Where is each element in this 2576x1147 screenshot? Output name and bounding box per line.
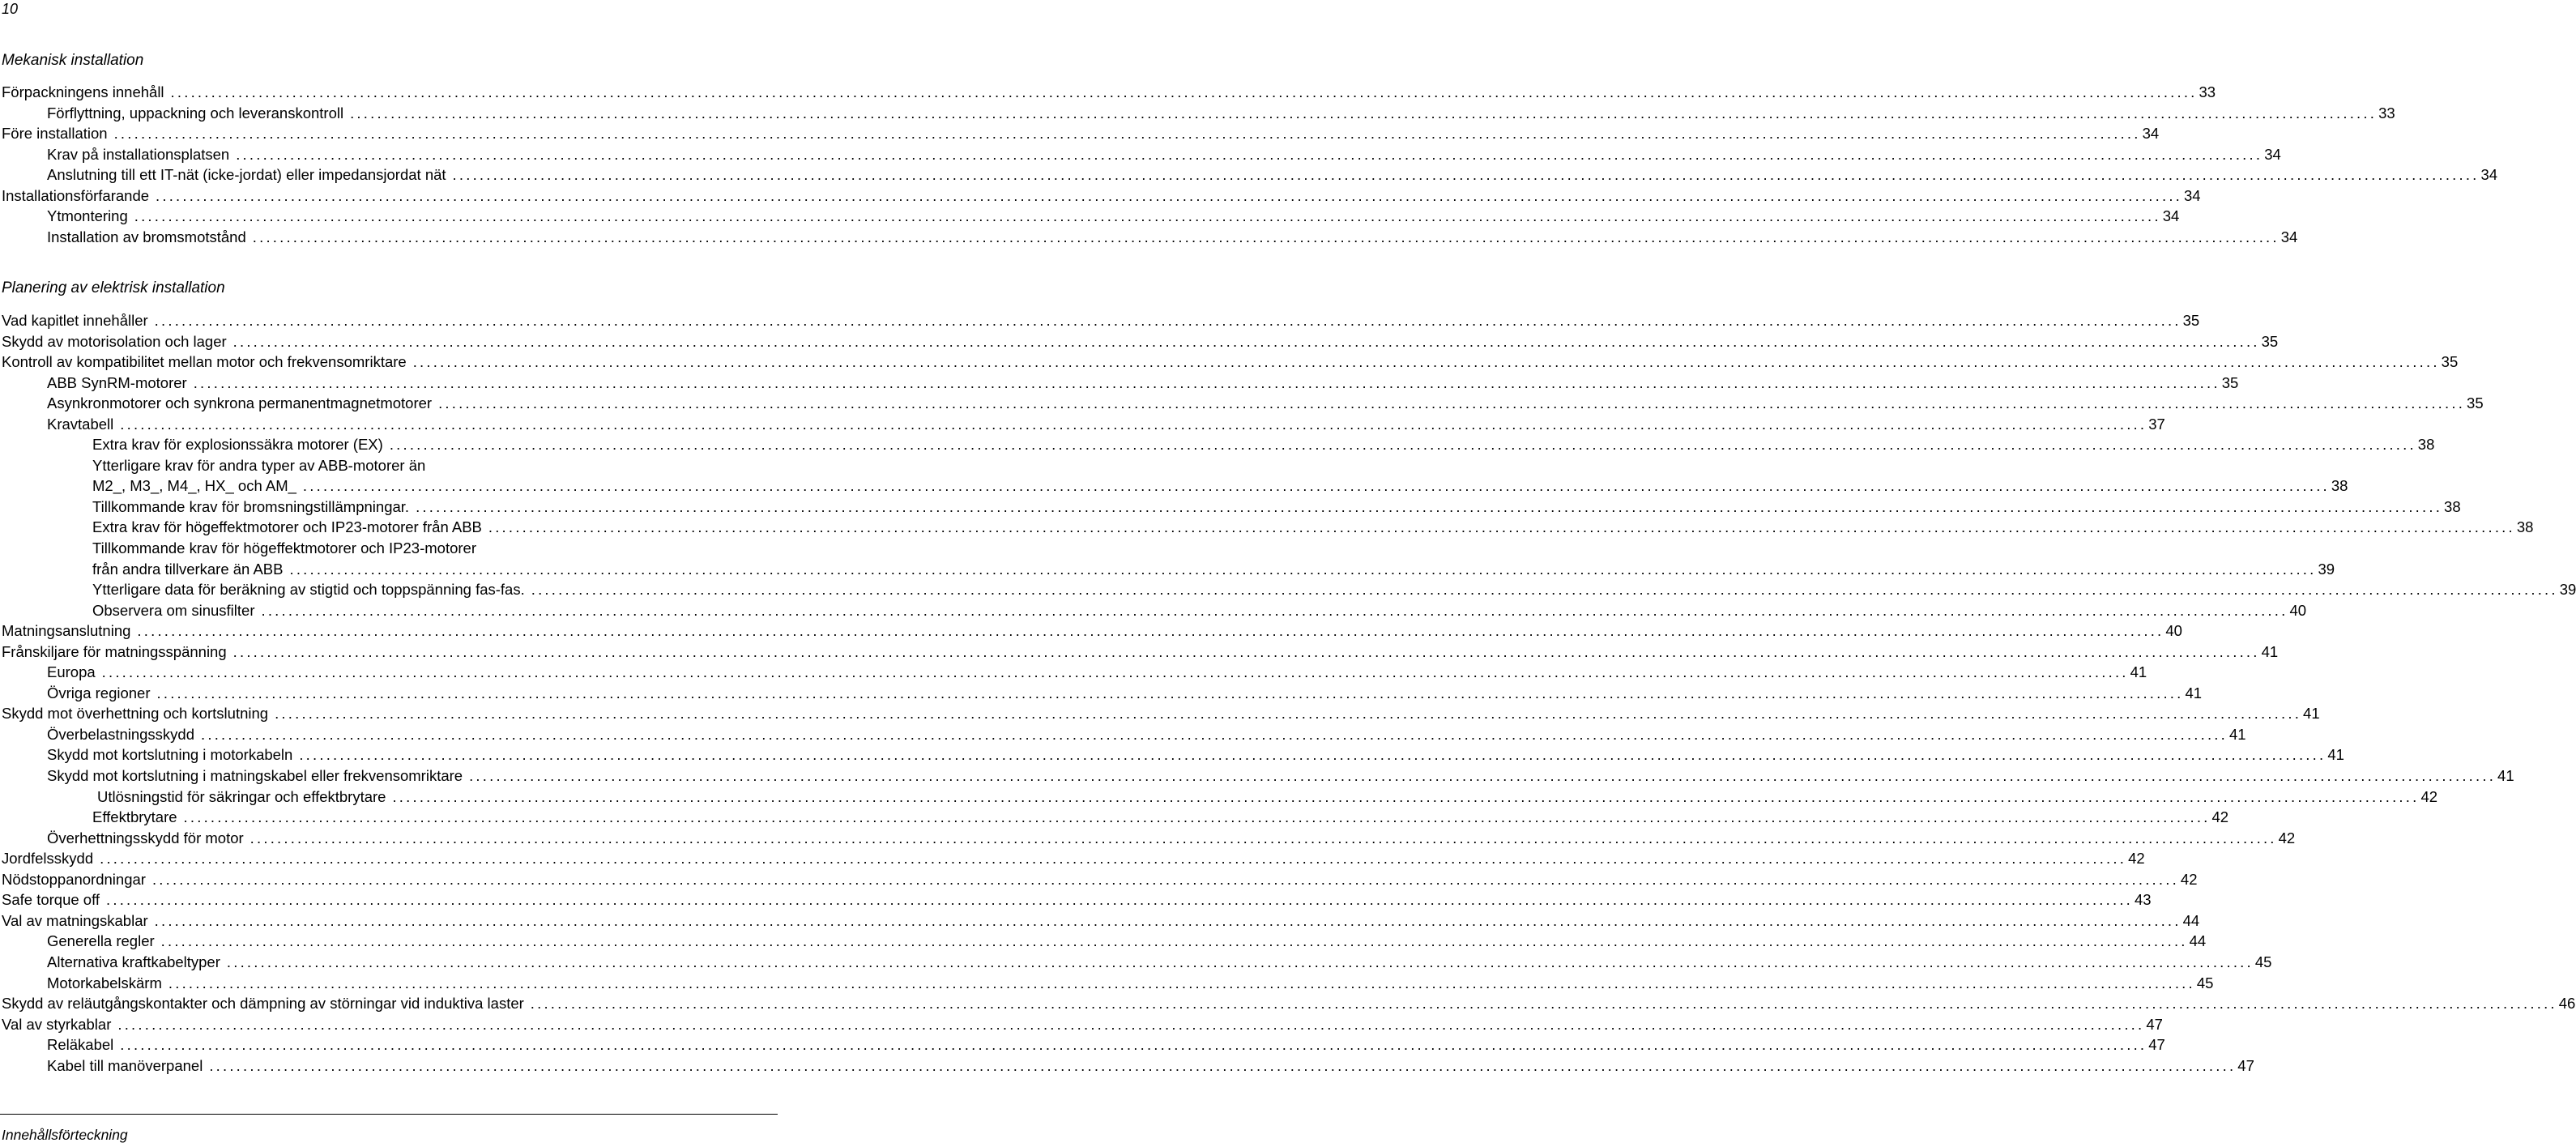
toc-entry-page: 47 (2146, 1015, 2163, 1033)
page-number: 10 (2, 1, 19, 17)
toc-entry-page: 43 (2135, 891, 2152, 909)
toc-entry[interactable] (0, 642, 2279, 663)
toc-entry[interactable] (0, 414, 2165, 435)
toc-entry[interactable] (0, 373, 2239, 394)
toc-entry[interactable] (0, 744, 2344, 765)
toc-entry-title: Utlösningstid för säkringar och effektbrytare (97, 787, 386, 805)
toc-entry-title: Reläkabel (47, 1036, 114, 1054)
toc-entry[interactable] (0, 993, 2576, 1014)
toc-entry-title: Tillkommande krav för bromsningstillämpningar. (92, 497, 410, 515)
toc-entry[interactable] (0, 103, 2395, 124)
toc-entry-title: Ytterligare data för beräkning av stigtid och toppspänning fas-fas. (92, 581, 525, 599)
toc-entry[interactable] (0, 475, 2348, 497)
dot-leader: ............................................................................................................................................................................................................................................................................................................ (389, 436, 2416, 454)
toc-entry-title: Val av matningskablar (2, 911, 148, 929)
toc-entry[interactable] (0, 807, 2229, 828)
dot-leader: ............................................................................................................................................................................................................................................................................................................ (193, 373, 2220, 391)
toc-entry-title: Skydd av reläutgångskontakter och dämpning av störningar vid induktiva laster (2, 995, 524, 1013)
toc-entry-title: Extra krav för högeffektmotorer och IP23-motorer från ABB (92, 518, 482, 536)
section-heading-planering-av-elektrisk-installation: Planering av elektrisk installation (2, 279, 225, 296)
toc-entry-title: Överhettningsskydd för motor (47, 829, 244, 846)
dot-leader: ............................................................................................................................................................................................................................................................................................................ (160, 932, 2188, 950)
toc-list-mekanisk-installation (0, 82, 2498, 247)
toc-entry-title: Kontroll av kompatibilitet mellan motor och frekvensomriktare (2, 353, 407, 371)
dot-leader: ............................................................................................................................................................................................................................................................................................................ (100, 850, 2127, 868)
toc-entry-page: 39 (2559, 581, 2576, 599)
toc-entry[interactable] (0, 952, 2272, 973)
dot-leader: ............................................................................................................................................................................................................................................................................................................ (134, 207, 2161, 225)
toc-entry-page: 47 (2148, 1036, 2165, 1054)
toc-entry-title: Kravtabell (47, 415, 114, 433)
toc-entry-page: 45 (2254, 953, 2272, 970)
toc-entry[interactable] (0, 620, 2182, 642)
toc-entry-page: 38 (2516, 518, 2534, 536)
toc-entry-page: 34 (2280, 228, 2298, 245)
toc-entry-page: 35 (2261, 332, 2279, 350)
toc-entry-page: 42 (2180, 870, 2198, 888)
toc-entry-title: Generella regler (47, 932, 155, 950)
dot-leader: ............................................................................................................................................................................................................................................................................................................ (452, 166, 2480, 184)
dot-leader: ............................................................................................................................................................................................................................................................................................................ (412, 353, 2440, 371)
toc-entry[interactable] (0, 352, 2459, 373)
toc-entry[interactable] (0, 517, 2534, 538)
toc-entry[interactable] (0, 662, 2147, 683)
toc-entry-title: Installation av bromsmotstånd (47, 228, 246, 245)
dot-leader: ............................................................................................................................................................................................................................................................................................................ (209, 1056, 2237, 1074)
dot-leader: ............................................................................................................................................................................................................................................................................................................ (154, 911, 2181, 929)
toc-entry[interactable] (0, 869, 2198, 890)
toc-entry-title: Överbelastningsskydd (47, 725, 195, 743)
toc-entry-title: Jordfelsskydd (2, 850, 94, 868)
toc-entry[interactable] (0, 82, 2216, 103)
toc-entry[interactable] (0, 973, 2214, 994)
toc-entry-title: Observera om sinusfilter (92, 601, 255, 619)
toc-entry-title: Effektbrytare (92, 808, 177, 826)
toc-entry[interactable] (0, 1014, 2163, 1035)
toc-entry[interactable] (0, 910, 2200, 932)
toc-entry[interactable] (0, 164, 2498, 185)
toc-entry-title: Ytmontering (47, 207, 128, 225)
toc-entry-title: Safe torque off (2, 891, 100, 909)
toc-entry-page: 34 (2480, 166, 2498, 184)
toc-entry-page: 41 (2303, 705, 2320, 723)
toc-entry-title: Matningsanslutning (2, 622, 131, 640)
toc-entry-page: 41 (2228, 725, 2246, 743)
toc-entry[interactable] (0, 331, 2279, 352)
toc-entry-title: Före installation (2, 125, 108, 143)
toc-entry-page: 37 (2148, 415, 2165, 433)
toc-entry-page: 41 (2130, 663, 2147, 681)
toc-entry-page: 38 (2444, 497, 2461, 515)
toc-entry[interactable] (0, 828, 2296, 849)
toc-entry-page: 45 (2196, 974, 2214, 991)
toc-entry-page: 34 (2264, 145, 2281, 163)
toc-entry-page: 34 (2142, 125, 2160, 143)
toc-entry-page: 41 (2327, 746, 2344, 764)
toc-entry-title: Vad kapitlet innehåller (2, 312, 148, 329)
toc-entry[interactable] (0, 600, 2307, 621)
toc-entry[interactable] (0, 787, 2438, 808)
dot-leader: ............................................................................................................................................................................................................................................................................................................ (350, 104, 2378, 122)
dot-leader: ............................................................................................................................................................................................................................................................................................................ (530, 995, 2557, 1013)
toc-entry-title: Anslutning till ett IT-nät (icke-jordat) eller impedansjordat nät (47, 166, 446, 184)
toc-entry-title: Skydd mot kortslutning i motorkabeln (47, 746, 293, 764)
dot-leader: ............................................................................................................................................................................................................................................................................................................ (531, 581, 2558, 599)
toc-entry-page: 34 (2184, 186, 2201, 204)
toc-entry[interactable] (0, 724, 2246, 745)
toc-entry-page: 35 (2467, 394, 2484, 412)
dot-leader: ............................................................................................................................................................................................................................................................................................................ (106, 891, 2133, 909)
toc-entry-page: 35 (2441, 353, 2459, 371)
toc-list-planering-av-elektrisk-installation (0, 310, 2576, 1076)
dot-leader: ............................................................................................................................................................................................................................................................................................................ (261, 601, 2288, 619)
toc-entry-title: Förflyttning, uppackning och leveranskontroll (47, 104, 344, 122)
toc-entry-title: Nödstoppanordningar (2, 870, 146, 888)
toc-entry[interactable] (0, 393, 2484, 414)
toc-entry[interactable] (0, 703, 2320, 724)
toc-entry-title: Tillkommande krav för högeffektmotorer och IP23-motorer (92, 539, 476, 557)
toc-entry-page: 41 (2185, 684, 2203, 701)
toc-entry[interactable] (0, 889, 2152, 910)
toc-entry-page: 46 (2558, 995, 2576, 1013)
toc-entry-page: 44 (2182, 911, 2200, 929)
toc-entry-page: 39 (2318, 560, 2335, 578)
toc-entry[interactable] (0, 206, 2180, 227)
toc-entry[interactable] (0, 538, 773, 559)
dot-leader: ............................................................................................................................................................................................................................................................................................................ (232, 642, 2260, 660)
section-heading-mekanisk-installation: Mekanisk installation (2, 52, 144, 69)
toc-entry[interactable] (0, 683, 2203, 704)
footer-title: Innehållsförteckning (2, 1127, 128, 1143)
toc-entry-title: Förpackningens innehåll (2, 83, 164, 100)
dot-leader: ............................................................................................................................................................................................................................................................................................................ (156, 684, 2184, 701)
dot-leader: ............................................................................................................................................................................................................................................................................................................ (156, 186, 2182, 204)
dot-leader: ............................................................................................................................................................................................................................................................................................................ (249, 829, 2277, 846)
dot-leader: ............................................................................................................................................................................................................................................................................................................ (170, 83, 2198, 100)
dot-leader: ............................................................................................................................................................................................................................................................................................................ (154, 312, 2181, 329)
toc-entry-page: 42 (2278, 829, 2296, 846)
toc-entry-title: från andra tillverkare än ABB (92, 560, 284, 578)
dot-leader: ............................................................................................................................................................................................................................................................................................................ (469, 767, 2497, 785)
toc-entry-title: Skydd av motorisolation och lager (2, 332, 227, 350)
toc-entry-page: 35 (2182, 312, 2200, 329)
toc-entry-title: Kabel till manöverpanel (47, 1056, 203, 1074)
toc-entry[interactable] (0, 455, 773, 476)
toc-entry-page: 33 (2199, 83, 2216, 100)
toc-entry-title: Krav på installationsplatsen (47, 145, 230, 163)
dot-leader: ............................................................................................................................................................................................................................................................................................................ (183, 808, 2211, 826)
toc-entry-page: 33 (2378, 104, 2395, 122)
dot-leader: ............................................................................................................................................................................................................................................................................................................ (299, 746, 2327, 764)
toc-entry[interactable] (0, 848, 2145, 869)
dot-leader: ............................................................................................................................................................................................................................................................................................................ (168, 974, 2195, 991)
toc-entry[interactable] (0, 310, 2200, 331)
dot-leader: ............................................................................................................................................................................................................................................................................................................ (113, 125, 2141, 143)
toc-entry-title: Övriga regioner (47, 684, 151, 701)
toc-entry-title: Installationsförfarande (2, 186, 150, 204)
toc-entry[interactable] (0, 434, 2435, 455)
toc-entry-title: Frånskiljare för matningsspänning (2, 642, 227, 660)
dot-leader: ............................................................................................................................................................................................................................................................................................................ (232, 332, 2260, 350)
dot-leader: ............................................................................................................................................................................................................................................................................................................ (120, 415, 2147, 433)
toc-entry-page: 42 (2128, 850, 2145, 868)
dot-leader: ............................................................................................................................................................................................................................................................................................................ (117, 1015, 2145, 1033)
dot-leader: ............................................................................................................................................................................................................................................................................................................ (137, 622, 2164, 640)
toc-entry-page: 41 (2497, 767, 2514, 785)
toc-entry-page: 40 (2165, 622, 2182, 640)
toc-entry-page: 47 (2237, 1056, 2254, 1074)
toc-entry-title: Skydd mot överhettning och kortslutning (2, 705, 269, 723)
footer-divider (0, 1114, 778, 1115)
toc-entry[interactable] (0, 579, 2576, 600)
dot-leader: ............................................................................................................................................................................................................................................................................................................ (101, 663, 2129, 681)
dot-leader: ............................................................................................................................................................................................................................................................................................................ (302, 477, 2330, 495)
toc-entry-title: Extra krav för explosionssäkra motorer (EX) (92, 436, 383, 454)
toc-entry-page: 38 (2417, 436, 2435, 454)
toc-entry-title: ABB SynRM-motorer (47, 373, 187, 391)
dot-leader: ............................................................................................................................................................................................................................................................................................................ (488, 518, 2515, 536)
toc-entry-title: Europa (47, 663, 96, 681)
dot-leader: ............................................................................................................................................................................................................................................................................................................ (275, 705, 2302, 723)
toc-entry-title: Motorkabelskärm (47, 974, 162, 991)
dot-leader: ............................................................................................................................................................................................................................................................................................................ (392, 787, 2420, 805)
dot-leader: ............................................................................................................................................................................................................................................................................................................ (226, 953, 2254, 970)
toc-entry-title: Alternativa kraftkabeltyper (47, 953, 220, 970)
toc-entry[interactable] (0, 1034, 2165, 1055)
dot-leader: ............................................................................................................................................................................................................................................................................................................ (252, 228, 2280, 245)
toc-entry-page: 42 (2420, 787, 2438, 805)
toc-entry[interactable] (0, 1055, 2254, 1077)
dot-leader: ............................................................................................................................................................................................................................................................................................................ (438, 394, 2466, 412)
dot-leader: ............................................................................................................................................................................................................................................................................................................ (416, 497, 2443, 515)
toc-entry-page: 42 (2211, 808, 2229, 826)
toc-entry[interactable] (0, 185, 2201, 207)
toc-entry-title: Skydd mot kortslutning i matningskabel eller frekvensomriktare (47, 767, 463, 785)
toc-entry[interactable] (0, 765, 2514, 787)
toc-entry-title: Val av styrkablar (2, 1015, 112, 1033)
toc-entry-page: 40 (2289, 601, 2307, 619)
toc-entry[interactable] (0, 559, 2335, 580)
toc-entry[interactable] (0, 227, 2298, 248)
toc-entry-page: 44 (2189, 932, 2207, 950)
dot-leader: ............................................................................................................................................................................................................................................................................................................ (236, 145, 2263, 163)
dot-leader: ............................................................................................................................................................................................................................................................................................................ (151, 870, 2179, 888)
toc-entry[interactable] (0, 123, 2160, 144)
dot-leader: ............................................................................................................................................................................................................................................................................................................ (201, 725, 2228, 743)
toc-entry-title: M2_, M3_, M4_, HX_ och AM_ (92, 477, 296, 495)
toc-entry-title: Ytterligare krav för andra typer av ABB-motorer än (92, 456, 426, 474)
dot-leader: ............................................................................................................................................................................................................................................................................................................ (289, 560, 2317, 578)
toc-entry[interactable] (0, 144, 2281, 165)
toc-entry[interactable] (0, 931, 2207, 952)
toc-entry[interactable] (0, 497, 2461, 518)
toc-entry-title: Asynkronmotorer och synkrona permanentmagnetmotorer (47, 394, 433, 412)
toc-entry-page: 34 (2162, 207, 2180, 225)
toc-entry-page: 41 (2261, 642, 2279, 660)
toc-entry-page: 35 (2221, 373, 2239, 391)
dot-leader: ............................................................................................................................................................................................................................................................................................................ (120, 1036, 2147, 1054)
toc-entry-page: 38 (2331, 477, 2348, 495)
